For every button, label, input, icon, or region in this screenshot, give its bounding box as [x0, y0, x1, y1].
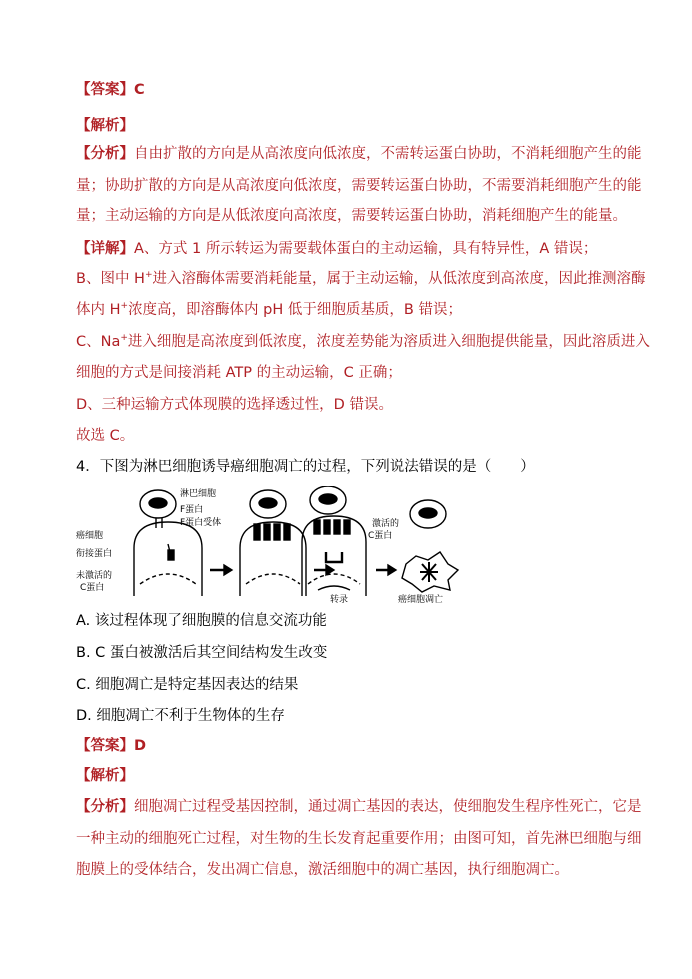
text: 进入细胞是高浓度到低浓度，浓度差势能为溶质进入细胞提供能量，因此溶质进入	[127, 334, 650, 350]
fenxi2-line-3: 胞膜上的受体结合，发出凋亡信息，激活细胞中的凋亡基因，执行细胞凋亡。	[76, 862, 569, 878]
analysis-label-1: 【解析】	[76, 118, 134, 134]
xiangjie-line-end: 故选 C。	[76, 428, 135, 444]
label-active-1: 激活的	[372, 519, 400, 529]
label-fprotein: F蛋白	[180, 505, 204, 515]
option-a: A. 该过程体现了细胞膜的信息交流功能	[76, 613, 327, 629]
xiangjie-tag: 【详解】	[76, 241, 134, 257]
fenxi2-line-1	[76, 797, 642, 817]
label-transcription: 转录	[330, 595, 349, 605]
superscript: +	[120, 301, 129, 312]
text: C、Na	[76, 334, 121, 350]
fenxi-tag: 【分析】	[76, 799, 134, 815]
question-4-stem: 4．下图为淋巴细胞诱导癌细胞凋亡的过程，下列说法错误的是（ ）	[76, 459, 535, 475]
text: 浓度高，即溶酶体内 pH 低于细胞质基质，B 错误；	[128, 302, 462, 318]
option-c: C. 细胞凋亡是特定基因表达的结果	[76, 677, 299, 693]
superscript: +	[120, 333, 128, 344]
xiangjie-a: A、方式 1 所示转运为需要载体蛋白的主动运输，具有特异性，A 错误；	[134, 241, 598, 257]
fenxi-text: 自由扩散的方向是从高浓度向低浓度，不需转运蛋白协助，不消耗细胞产生的能	[134, 146, 642, 162]
label-inactive-1: 未激活的	[76, 571, 113, 581]
xiangjie-line-b2	[76, 300, 462, 320]
text: 体内 H	[76, 302, 121, 318]
xiangjie-line-d: D、三种运输方式体现膜的选择透过性，D 错误。	[76, 397, 393, 413]
label-inactive-2: C蛋白	[80, 583, 105, 593]
fenxi-tag: 【分析】	[76, 146, 134, 162]
apoptosis-diagram	[76, 486, 462, 606]
fenxi-line-1	[76, 144, 642, 164]
lymph-nucleus-1	[149, 498, 167, 508]
analysis-label-2: 【解析】	[76, 768, 134, 784]
label-freceptor: F蛋白受体	[180, 518, 222, 528]
option-d: D. 细胞凋亡不利于生物体的生存	[76, 708, 285, 724]
superscript: +	[144, 270, 153, 281]
label-lymph: 淋巴细胞	[180, 489, 217, 499]
fenxi2-line-2: 一种主动的细胞死亡过程，对生物的生长发育起重要作用；由图可知，首先淋巴细胞与细	[76, 831, 642, 847]
xiangjie-line-b1	[76, 269, 646, 289]
xiangjie-line-a	[76, 239, 597, 259]
label-active-2: C蛋白	[368, 531, 393, 541]
option-b: B. C 蛋白被激活后其空间结构发生改变	[76, 645, 328, 661]
answer-value: C	[134, 82, 145, 98]
fenxi-line-3: 量；主动运输的方向是从低浓度向高浓度，需要转运蛋白协助，消耗细胞产生的能量。	[76, 208, 627, 224]
label-cancer: 癌细胞	[76, 531, 104, 541]
answer-bracket: 【答案】	[76, 82, 134, 98]
answer-value: D	[134, 738, 147, 754]
text: 进入溶酶体需要消耗能量，属于主动运输，从低浓度到高浓度，因此推测溶酶	[152, 271, 646, 287]
xiangjie-line-c2: 细胞的方式是间接消耗 ATP 的主动运输，C 正确；	[76, 365, 402, 381]
label-adapter: 衔接蛋白	[76, 549, 113, 559]
answer-bracket: 【答案】	[76, 738, 134, 754]
label-apoptosis: 癌细胞凋亡	[398, 595, 444, 605]
text: B、图中 H	[76, 271, 145, 287]
fenxi-line-2: 量；协助扩散的方向是从高浓度向低浓度，需要转运蛋白协助，不需要消耗细胞产生的能	[76, 178, 642, 194]
xiangjie-line-c1	[76, 332, 650, 352]
answer-line-2	[76, 736, 146, 756]
fenxi-text: 细胞凋亡过程受基因控制，通过凋亡基因的表达，使细胞发生程序性死亡，它是	[134, 799, 642, 815]
answer-line-1	[76, 80, 145, 100]
nucleus-membrane-1	[140, 574, 196, 584]
